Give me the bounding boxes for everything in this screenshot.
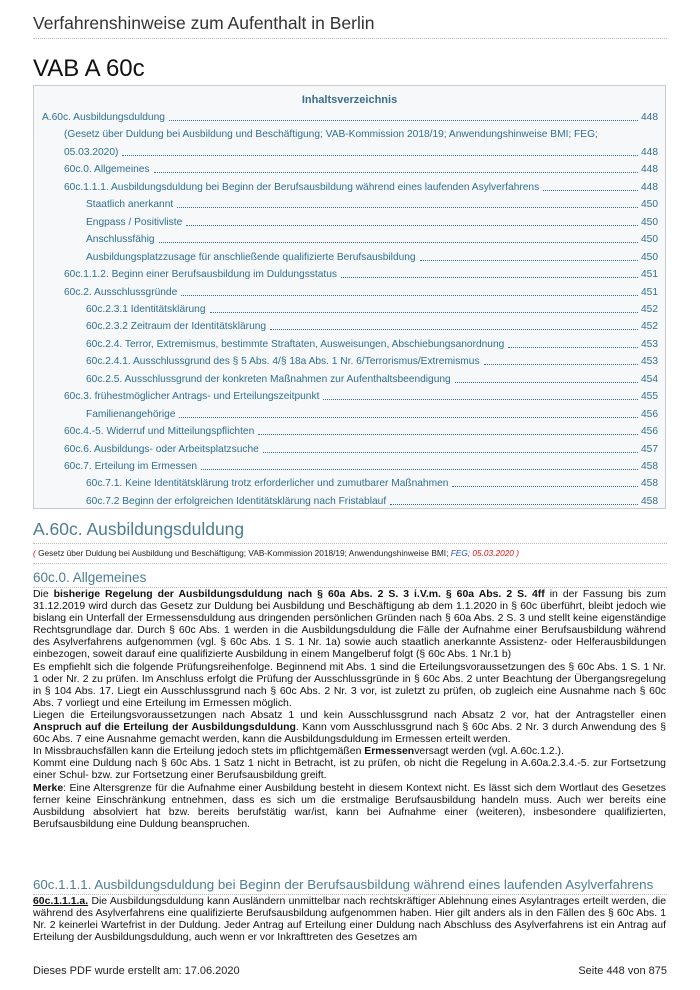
toc-leader-dots	[201, 469, 638, 470]
toc-entry[interactable]	[86, 303, 658, 316]
toc-heading: Inhaltsverzeichnis	[301, 94, 398, 106]
toc-entry-label: Ausbildungsplatzzusage für anschließende qualifizierte Berufsausbildung	[86, 251, 416, 263]
source-date: 05.03.2020 )	[470, 548, 519, 558]
toc-entry-page: 457	[641, 443, 658, 455]
section-title: A.60c. Ausbildungsduldung	[33, 519, 245, 539]
toc-entry-page: 451	[641, 269, 658, 281]
toc-entry-label: 60c.2.5. Ausschlussgrund der konkreten Maßnahmen zur Aufenthaltsbeendigung	[86, 373, 451, 385]
toc-entry-page: 458	[641, 461, 658, 472]
toc-entry-label: 60c.2.3.1 Identitätsklärung	[86, 303, 206, 315]
toc-entry-page: 448	[641, 146, 658, 158]
source-divider	[33, 563, 667, 564]
toc-entry-page: 448	[641, 164, 658, 176]
toc-entry-page: 452	[641, 321, 658, 333]
toc-entry-label: 60c.2.4.1. Ausschlussgrund des § 5 Abs. 4/§ 18a Abs. 1 Nr. 6/Terrorismus/Extremismus	[86, 356, 480, 368]
toc-entry-page: 448	[641, 112, 658, 123]
subsection-title: 60c.0. Allgemeines	[33, 570, 147, 585]
toc-entry-label: 60c.7.1. Keine Identitätsklärung trotz erforderlicher und zumutbarer Maßnahmen	[86, 478, 449, 490]
toc-entry-label: (Gesetz über Duldung bei Ausbildung und Beschäftigung; VAB-Kommission 2018/19; Anwendungshinweise BMI; FEG;	[64, 129, 598, 141]
toc-entry[interactable]	[86, 338, 658, 351]
toc-entry-page: 456	[641, 408, 658, 420]
document-title: VAB A 60c	[33, 55, 145, 82]
subsection-divider	[33, 587, 667, 588]
toc-entry-label: 60c.1.1.1. Ausbildungsduldung bei Beginn der Berufsausbildung während eines laufenden Asylverfahrens	[64, 181, 540, 193]
toc-entry-page: 450	[641, 216, 658, 228]
toc-leader-dots	[186, 225, 638, 226]
toc-entry[interactable]	[86, 198, 658, 211]
toc-leader-dots	[177, 207, 638, 208]
toc-entry-page: 454	[641, 373, 658, 385]
paragraph: Es empfiehlt sich die folgende Prüfungsreihenfolge. Beginnend mit Abs. 1 sind die Erteilungsvoraussetzungen des § 60c Abs. 1 S. 1 Nr. 1 oder Nr. 2 zu prüfen. Im Anschluss erfolgt die Prüfung der Ausschlussgründe in § 60c Abs. 2 unter Beachtung der Übergangsregelung in § 104 Abs. 17. Liegt ein Ausschlussgrund nach § 60c Abs. 2 Nr. 3 vor, ist zuletzt zu prüfen, ob zugleich eine Ausnahme nach § 60c Abs. 7 vorliegt und eine Erteilung im Ermessen möglich.	[33, 661, 666, 709]
toc-leader-dots	[179, 417, 638, 418]
toc-leader-dots	[543, 190, 638, 191]
header-divider	[33, 38, 667, 39]
toc-entry-page: 450	[641, 234, 658, 246]
toc-entry-label: 60c.1.1.2. Beginn einer Berufsausbildung im Duldungsstatus	[64, 269, 337, 281]
toc-leader-dots	[122, 155, 638, 156]
footer-page-number: Seite 448 von 875	[578, 965, 667, 977]
source-text: Gesetz über Duldung bei Ausbildung und Beschäftigung; VAB-Kommission 2018/19; Anwendungshinweise BMI;	[35, 548, 451, 558]
toc-entry[interactable]	[86, 216, 658, 229]
general-section-body	[33, 589, 666, 831]
toc-leader-dots	[484, 364, 638, 365]
toc-entry-page: 450	[641, 251, 658, 263]
paragraph: Liegen die Erteilungsvoraussetzungen nach Absatz 1 und kein Ausschlussgrund nach Absatz 2 vor, hat der Antragsteller einen Anspruch auf die Erteilung der Ausbildungsduldung. Kann vom Ausschlussgrund nach § 60c Abs. 2 Nr. 3 durch Anwendung des § 60c Abs. 7 eine Ausnahme gemacht werden, kann die Ausbildungsduldung im Ermessen erteilt werden.	[33, 709, 666, 746]
toc-entry-page: 448	[641, 181, 658, 193]
toc-leader-dots	[420, 260, 638, 261]
toc-leader-dots	[341, 277, 638, 278]
table-of-contents	[33, 85, 666, 509]
toc-entry[interactable]	[64, 390, 658, 403]
toc-leader-dots	[210, 312, 639, 313]
toc-entry[interactable]	[86, 320, 658, 333]
toc-entry-page: 458	[641, 495, 658, 507]
toc-entry[interactable]	[64, 128, 598, 141]
toc-leader-dots	[181, 295, 638, 296]
toc-entry-label: Staatlich anerkannt	[86, 199, 174, 211]
toc-entry-label: A.60c. Ausbildungsduldung	[42, 112, 165, 123]
page-header-title: Verfahrenshinweise zum Aufenthalt in Berlin	[33, 13, 375, 33]
source-feg: FEG;	[450, 548, 471, 558]
toc-entry[interactable]	[86, 477, 658, 490]
section-divider	[33, 543, 667, 544]
toc-leader-dots	[169, 120, 638, 121]
toc-entry-label: 60c.2.3.2 Zeitraum der Identitätsklärung	[86, 321, 267, 333]
toc-entry[interactable]	[64, 163, 658, 176]
toc-entry-label: 60c.3. frühestmöglicher Antrags- und Erteilungszeitpunkt	[64, 391, 320, 403]
toc-entry-label: 60c.0. Allgemeines	[64, 164, 150, 176]
toc-leader-dots	[258, 434, 638, 435]
toc-leader-dots	[323, 399, 638, 400]
toc-leader-dots	[452, 486, 638, 487]
footer-created-date: Dieses PDF wurde erstellt am: 17.06.2020	[33, 965, 240, 977]
toc-entry[interactable]	[86, 495, 658, 508]
toc-entry-label: 60c.2. Ausschlussgründe	[64, 286, 178, 298]
toc-entry-label: Engpass / Positivliste	[86, 216, 183, 228]
paragraph: Die bisherige Regelung der Ausbildungsduldung nach § 60a Abs. 2 S. 3 i.V.m. § 60a Abs. 2 S. 4ff in der Fassung bis zum 31.12.2019 wird durch das Gesetz zur Duldung bei Ausbildung und Beschäftigung ab dem 1.1.2020 in § 60c überführt, bleibt jedoch wie bislang ein Unterfall der Ermessensduldung aus dringenden persönlichen Gründen nach § 60a Abs. 2 S. 3 und stellt keine eigenständige Rechtsgrundlage dar. Durch § 60c Abs. 1 werden in die Ausbildungsduldung die Fälle der Aufnahme einer Berufsausbildung während des Asylverfahrens aufgenommen (vgl. § 60c Abs. 1 S. 1 Nr. 1a) sowie auch staatlich anerkannte Assistenz- oder Helferausbildungen einbezogen, soweit darauf eine qualifizierte Ausbildung in einem Mangelberuf folgt (§ 60c Abs. 1 Nr.1 b)	[33, 589, 666, 661]
toc-entry-page: 455	[641, 391, 658, 403]
toc-entry-label: 60c.7.2 Beginn der erfolgreichen Identitätsklärung nach Fristablauf	[86, 495, 387, 507]
paragraph: Merke: Eine Altersgrenze für die Aufnahme einer Ausbildung besteht in diesem Kontext nicht. Es lässt sich dem Wortlaut des Gesetzes ferner keine Einschränkung entnehmen, dass es sich um die erstmalige Berufsausbildung handeln muss. Auch wer bereits eine Ausbildung absolviert hat bzw. bereits berufstätig war/ist, kann bei Aufnahme einer (weiteren), insbesondere qualifizierten, Berufsausbildung eine Duldung beanspruchen.	[33, 782, 666, 830]
toc-entry-page: 453	[641, 356, 658, 368]
toc-leader-dots	[390, 504, 638, 505]
toc-entry[interactable]	[86, 355, 658, 368]
toc-entry[interactable]	[86, 233, 658, 246]
paragraph: Kommt eine Duldung nach § 60c Abs. 1 Satz 1 nicht in Betracht, ist zu prüfen, ob nicht die Regelung in A.60a.2.3.4.-5. zur Fortsetzung einer Schul- bzw. zur Fortsetzung einer Berufsausbildung greift.	[33, 758, 666, 782]
asylum-section-body	[33, 896, 666, 944]
toc-entry[interactable]	[86, 408, 658, 421]
toc-entry-label: 05.03.2020)	[64, 146, 119, 158]
toc-entry[interactable]	[64, 181, 658, 194]
toc-entry-label: 60c.4.-5. Widerruf und Mitteilungspflichten	[64, 426, 255, 438]
toc-entry-label: 60c.7. Erteilung im Ermessen	[64, 461, 198, 472]
toc-entry-label: 60c.6. Ausbildungs- oder Arbeitsplatzsuche	[64, 443, 259, 455]
subsection-divider-2	[33, 894, 667, 895]
toc-entry-page: 456	[641, 426, 658, 438]
toc-leader-dots	[270, 329, 638, 330]
toc-entry[interactable]	[64, 443, 658, 456]
toc-leader-dots	[154, 172, 638, 173]
toc-entry-label: Familienangehörige	[86, 408, 176, 420]
toc-entry-label: Anschlussfähig	[86, 234, 155, 246]
toc-leader-dots	[508, 347, 638, 348]
section-source-line	[33, 548, 519, 558]
toc-entry-page: 450	[641, 199, 658, 211]
paragraph: 60c.1.1.1.a. Die Ausbildungsduldung kann Ausländern unmittelbar nach rechtskräftiger Ablehnung eines Asylantrages erteilt werden, die während des Asylverfahrens eine qualifizierte Berufsausbildung aufgenommen haben. Hier gilt anders als in den Fällen des § 60c Abs. 1 Nr. 2 keinerlei Wartefrist in der Duldung. Jeder Antrag auf Erteilung einer Duldung nach Abschluss des Asylverfahrens ist ein Antrag auf Erteilung der Ausbildungsduldung, auch wenn er vor Inkrafttreten des Gesetzes am	[33, 896, 666, 944]
toc-entry-page: 451	[641, 286, 658, 298]
toc-entry-page: 458	[641, 478, 658, 490]
toc-entry-page: 452	[641, 303, 658, 315]
toc-leader-dots	[455, 382, 638, 383]
toc-entry[interactable]	[42, 111, 658, 124]
toc-entry[interactable]	[86, 373, 658, 386]
paragraph: In Missbrauchsfällen kann die Erteilung jedoch stets im pflichtgemäßen Ermessenversagt werden (vgl. A.60c.1.2.).	[33, 746, 564, 758]
toc-entry-label: 60c.2.4. Terror, Extremismus, bestimmte Straftaten, Ausweisungen, Abschiebungsanordnung	[86, 338, 505, 350]
toc-entry[interactable]	[86, 251, 658, 264]
toc-leader-dots	[159, 242, 638, 243]
subsection-title-2: 60c.1.1.1. Ausbildungsduldung bei Beginn der Berufsausbildung während eines laufenden Asylverfahrens	[33, 877, 654, 892]
source-open-paren: (	[33, 548, 36, 558]
toc-entry-page: 453	[641, 338, 658, 350]
toc-entry[interactable]	[64, 268, 658, 281]
toc-entry[interactable]	[64, 460, 658, 473]
toc-leader-dots	[263, 452, 638, 453]
toc-entry[interactable]	[64, 146, 658, 159]
toc-entry[interactable]	[64, 425, 658, 438]
toc-entry[interactable]	[64, 286, 658, 299]
